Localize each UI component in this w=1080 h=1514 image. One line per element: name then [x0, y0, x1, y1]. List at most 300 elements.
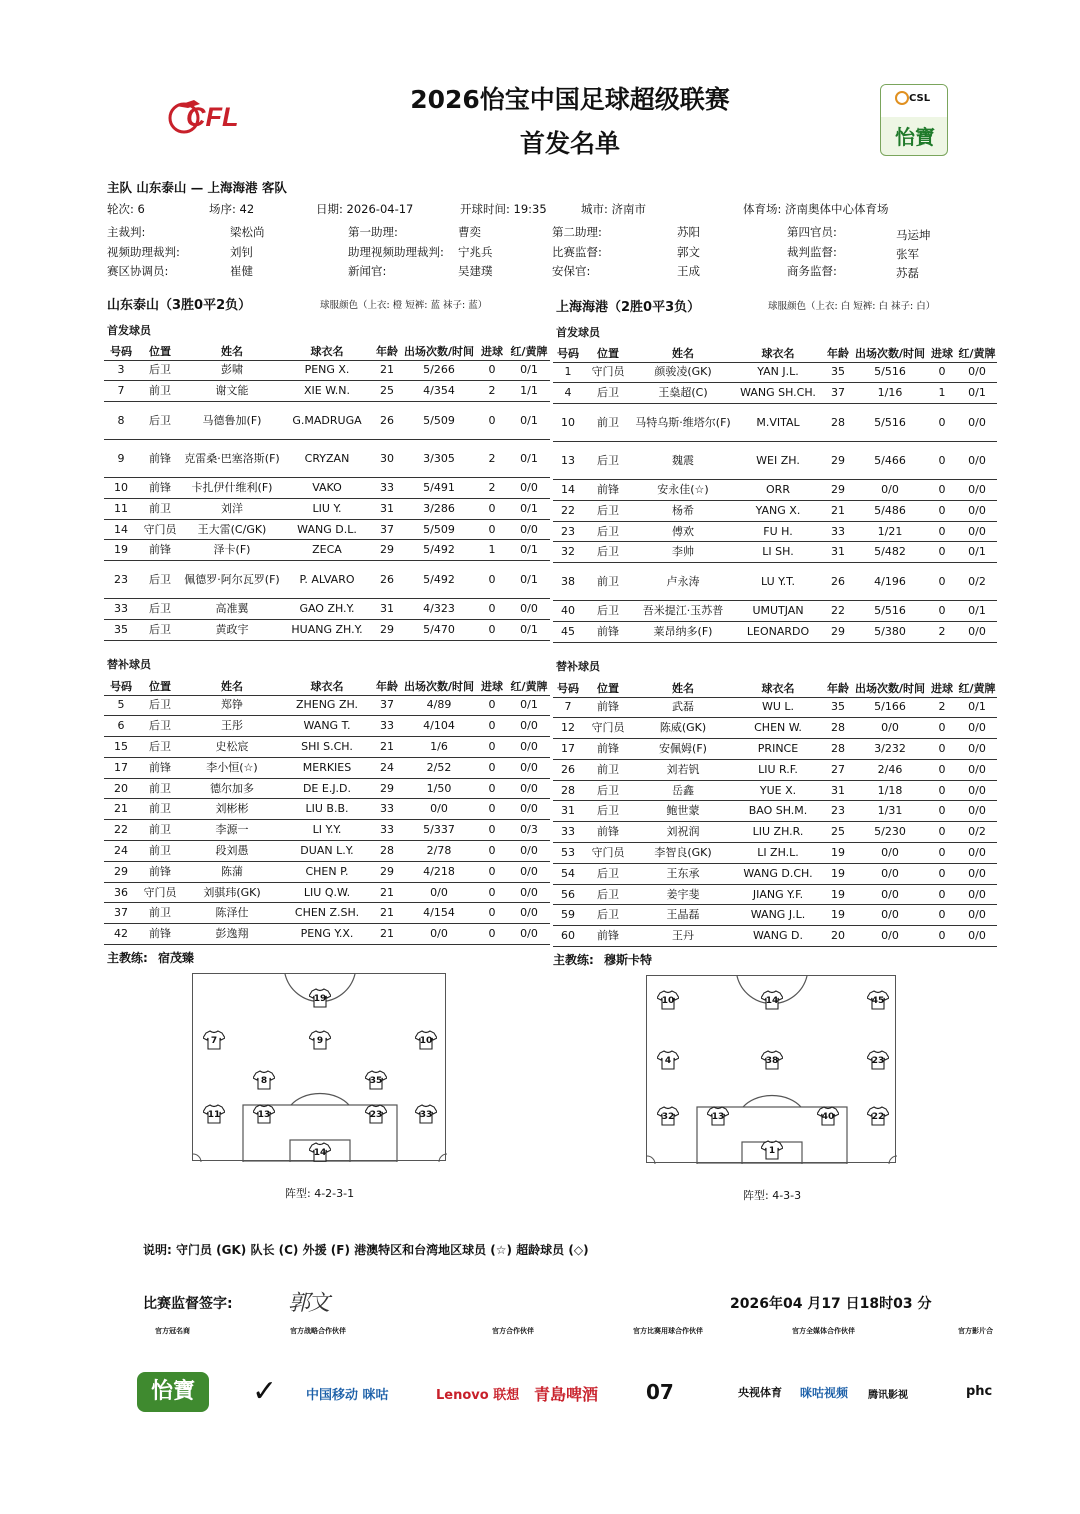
cell-cards: 0/0: [508, 599, 550, 620]
cell-cards: 0/0: [957, 843, 997, 864]
table-row: [104, 540, 550, 561]
cell-apps: 5/486: [853, 500, 927, 521]
cell-age: 33: [372, 716, 402, 737]
cell-position: 后卫: [583, 801, 633, 822]
cell-goals: 0: [927, 500, 957, 521]
cell-apps: 3/232: [853, 739, 927, 760]
cell-position: 后卫: [583, 442, 633, 480]
cell-apps: 5/491: [402, 478, 476, 499]
cell-cards: 0/1: [957, 542, 997, 563]
cell-number: 7: [553, 697, 583, 718]
official-name: 吴建璞: [458, 264, 493, 278]
cell-age: 21: [823, 500, 853, 521]
cell-name: 李小恒(☆): [182, 757, 282, 778]
cell-position: 守门员: [138, 882, 182, 903]
cell-apps: 5/166: [853, 697, 927, 718]
cell-name: 李帅: [633, 542, 733, 563]
cell-cards: 0/0: [957, 905, 997, 926]
cell-number: 59: [553, 905, 583, 926]
cell-apps: 5/482: [853, 542, 927, 563]
jersey-icon: [309, 1142, 331, 1162]
table-row: [104, 841, 550, 862]
cell-number: 24: [104, 841, 138, 862]
cell-position: 前卫: [138, 841, 182, 862]
cell-position: 后卫: [583, 500, 633, 521]
cell-number: 14: [104, 519, 138, 540]
csl-logo-main: 怡寶: [895, 125, 935, 149]
cell-shirt-name: VAKO: [282, 478, 372, 499]
cell-position: 后卫: [138, 402, 182, 440]
jersey-icon: [253, 1070, 275, 1090]
cell-name: 彭啸: [182, 360, 282, 381]
jersey-number: 4: [664, 1056, 672, 1066]
jersey-icon: [203, 1104, 225, 1124]
cell-position: 前锋: [583, 622, 633, 643]
col-position: 位置: [583, 345, 633, 362]
table-row: [104, 820, 550, 841]
away-kit-colors: 球服颜色（上衣: 白 短裤: 白 袜子: 白）: [768, 301, 936, 312]
cell-position: 前锋: [583, 822, 633, 843]
cell-name: 德尔加多: [182, 778, 282, 799]
cell-apps: 1/6: [402, 737, 476, 758]
cell-cards: 0/0: [508, 903, 550, 924]
page-subtitle: 首发名单: [519, 129, 620, 158]
cell-shirt-name: LIU Y.: [282, 498, 372, 519]
cell-number: 42: [104, 924, 138, 945]
official-role: 第二助理:: [552, 225, 602, 239]
cell-name: 刘洋: [182, 498, 282, 519]
cell-name: 莱昂纳多(F): [633, 622, 733, 643]
table-row: [104, 440, 550, 478]
table-row: [553, 404, 997, 442]
table-row: [553, 383, 997, 404]
cell-name: 安佩姆(F): [633, 739, 733, 760]
cell-shirt-name: WANG D.L.: [282, 519, 372, 540]
cell-apps: 5/266: [402, 360, 476, 381]
col-apps: 出场次数/时间: [402, 343, 476, 360]
venue: 体育场: 济南奥体中心体育场: [743, 202, 889, 216]
cell-goals: 0: [927, 563, 957, 601]
cell-number: 23: [553, 521, 583, 542]
table-row: [104, 924, 550, 945]
sponsor-title: 官方全媒体合作伙伴: [792, 1327, 855, 1335]
cell-goals: 2: [476, 478, 508, 499]
home-kit-colors: 球服颜色（上衣: 橙 短裤: 蓝 袜子: 蓝）: [320, 300, 488, 311]
cell-name: 魏震: [633, 442, 733, 480]
cell-apps: 4/323: [402, 599, 476, 620]
cell-goals: 0: [927, 780, 957, 801]
table-row: [104, 599, 550, 620]
cell-shirt-name: UMUTJAN: [733, 601, 823, 622]
cell-apps: 5/509: [402, 402, 476, 440]
cell-age: 28: [823, 718, 853, 739]
cell-shirt-name: WANG D.: [733, 926, 823, 947]
jersey-icon: [867, 1050, 889, 1070]
jersey-number: 22: [871, 1112, 885, 1122]
sponsor-title: 官方合作伙伴: [492, 1327, 534, 1335]
cell-cards: 0/1: [508, 540, 550, 561]
table-row: [104, 519, 550, 540]
cell-cards: 1/1: [508, 381, 550, 402]
cell-cards: 0/0: [508, 861, 550, 882]
col-position: 位置: [138, 343, 182, 360]
cell-goals: 0: [476, 903, 508, 924]
cell-number: 13: [553, 442, 583, 480]
cell-shirt-name: LI Y.Y.: [282, 820, 372, 841]
jersey-number: 14: [313, 1148, 327, 1158]
table-row: [104, 498, 550, 519]
csl-logo-top-text: CSL: [909, 93, 931, 104]
sponsor-title: 官方影片合: [958, 1327, 993, 1335]
cell-age: 33: [372, 478, 402, 499]
round: 轮次: 6: [107, 202, 145, 216]
official-role: 视频助理裁判:: [107, 245, 180, 259]
jersey-number: 11: [207, 1110, 221, 1120]
cell-name: 杨希: [633, 500, 733, 521]
cell-apps: 4/354: [402, 381, 476, 402]
cell-cards: 0/0: [957, 500, 997, 521]
cell-number: 35: [104, 620, 138, 641]
cell-apps: 1/50: [402, 778, 476, 799]
jersey-icon: [867, 990, 889, 1010]
jersey-icon: [707, 1106, 729, 1126]
cell-apps: 2/78: [402, 841, 476, 862]
cell-name: 鲍世蒙: [633, 801, 733, 822]
col-shirt-name: 球衣名: [733, 345, 823, 362]
cell-position: 后卫: [583, 780, 633, 801]
cell-goals: 0: [476, 498, 508, 519]
col-cards: 红/黄牌: [957, 680, 997, 697]
cell-number: 6: [104, 716, 138, 737]
col-shirt-name: 球衣名: [282, 343, 372, 360]
table-row: [553, 563, 997, 601]
col-number: 号码: [104, 343, 138, 360]
home-subs-label: 替补球员: [107, 658, 151, 671]
official-name: 苏阳: [677, 225, 700, 239]
cell-age: 22: [823, 601, 853, 622]
table-row: [104, 402, 550, 440]
table-row: [104, 882, 550, 903]
cell-age: 31: [823, 542, 853, 563]
cell-name: 马德鲁加(F): [182, 402, 282, 440]
cell-goals: 0: [476, 737, 508, 758]
cell-shirt-name: JIANG Y.F.: [733, 884, 823, 905]
cell-position: 后卫: [583, 601, 633, 622]
cell-name: 颜骏凌(GK): [633, 362, 733, 383]
cell-name: 高准翼: [182, 599, 282, 620]
cell-goals: 0: [927, 884, 957, 905]
cell-number: 31: [553, 801, 583, 822]
cell-number: 60: [553, 926, 583, 947]
cell-goals: 2: [476, 381, 508, 402]
cell-number: 9: [104, 440, 138, 478]
jersey-number: 1: [768, 1146, 776, 1156]
cell-position: 后卫: [138, 360, 182, 381]
cell-apps: 5/466: [853, 442, 927, 480]
col-number: 号码: [553, 680, 583, 697]
cell-shirt-name: WANG SH.CH.: [733, 383, 823, 404]
cell-goals: 0: [476, 799, 508, 820]
official-name: 苏磊: [896, 266, 919, 280]
date: 日期: 2026-04-17: [316, 202, 414, 216]
jersey-number: 38: [765, 1056, 779, 1066]
away-team-header: 上海海港（2胜0平3负）: [556, 300, 701, 315]
cell-apps: 0/0: [402, 882, 476, 903]
cell-name: 武磊: [633, 697, 733, 718]
cell-number: 4: [553, 383, 583, 404]
jersey-icon: [203, 1030, 225, 1050]
cell-shirt-name: MERKIES: [282, 757, 372, 778]
cell-name: 王丹: [633, 926, 733, 947]
cell-age: 21: [372, 924, 402, 945]
official-role: 第四官员:: [787, 225, 837, 239]
teams-line: 主队 山东泰山 — 上海海港 客队: [107, 180, 287, 195]
cell-age: 23: [823, 801, 853, 822]
cell-apps: 5/516: [853, 404, 927, 442]
cell-cards: 0/1: [508, 695, 550, 716]
cell-goals: 0: [927, 601, 957, 622]
cell-position: 前锋: [138, 757, 182, 778]
cell-apps: 3/286: [402, 498, 476, 519]
cell-number: 28: [553, 780, 583, 801]
cell-position: 前卫: [138, 498, 182, 519]
col-shirt-name: 球衣名: [282, 678, 372, 695]
official-role: 赛区协调员:: [107, 264, 169, 278]
table-row: [553, 622, 997, 643]
signature-label: 比赛监督签字:: [143, 1296, 233, 1312]
home-formation: 阵型: 4-2-3-1: [285, 1187, 355, 1200]
cell-cards: 0/3: [508, 820, 550, 841]
cell-age: 19: [823, 843, 853, 864]
jersey-icon: [365, 1104, 387, 1124]
col-name: 姓名: [182, 678, 282, 695]
official-role: 新闻官:: [348, 264, 387, 278]
cell-name: 李智良(GK): [633, 843, 733, 864]
cell-shirt-name: M.VITAL: [733, 404, 823, 442]
col-age: 年龄: [823, 680, 853, 697]
cell-shirt-name: YANG X.: [733, 500, 823, 521]
home-coach-label: 主教练:: [107, 951, 148, 965]
jersey-number: 23: [871, 1056, 885, 1066]
cell-position: 守门员: [583, 362, 633, 383]
cfl-logo: [166, 94, 240, 138]
away-coach-name: 穆斯卡特: [604, 953, 653, 967]
cell-name: 泽卡(F): [182, 540, 282, 561]
cell-number: 17: [553, 739, 583, 760]
table-row: [553, 759, 997, 780]
cell-apps: 5/516: [853, 601, 927, 622]
cell-apps: 2/52: [402, 757, 476, 778]
cell-goals: 0: [476, 695, 508, 716]
col-name: 姓名: [182, 343, 282, 360]
table-row: [104, 695, 550, 716]
cell-age: 28: [823, 739, 853, 760]
cell-shirt-name: CHEN P.: [282, 861, 372, 882]
cell-age: 28: [823, 404, 853, 442]
cell-position: 后卫: [138, 695, 182, 716]
cell-number: 40: [553, 601, 583, 622]
cell-shirt-name: PRINCE: [733, 739, 823, 760]
away-subs-body: [553, 697, 997, 947]
cell-name: 史松宸: [182, 737, 282, 758]
cell-name: 安永佳(☆): [633, 480, 733, 501]
cell-goals: 0: [927, 442, 957, 480]
cell-shirt-name: ZECA: [282, 540, 372, 561]
cell-number: 33: [553, 822, 583, 843]
cell-age: 31: [823, 780, 853, 801]
csl-logo-top: [881, 85, 948, 117]
cell-goals: 0: [927, 822, 957, 843]
col-cards: 红/黄牌: [508, 678, 550, 695]
cell-age: 37: [823, 383, 853, 404]
cell-position: 前锋: [138, 478, 182, 499]
official-name: 郭文: [677, 245, 700, 259]
cell-number: 19: [104, 540, 138, 561]
home-coach: [107, 949, 194, 966]
cell-shirt-name: CRYZAN: [282, 440, 372, 478]
cell-goals: 0: [476, 820, 508, 841]
cell-position: 前卫: [138, 799, 182, 820]
cell-age: 26: [372, 402, 402, 440]
cell-cards: 0/0: [957, 442, 997, 480]
away-starters-body: [553, 362, 997, 642]
cell-number: 26: [553, 759, 583, 780]
kickoff: 开球时间: 19:35: [460, 202, 547, 216]
cell-shirt-name: LIU ZH.R.: [733, 822, 823, 843]
table-row: [104, 778, 550, 799]
cell-goals: 0: [476, 924, 508, 945]
sponsor-logo-tencent: 腾讯影视: [868, 1390, 908, 1401]
table-row: [104, 620, 550, 641]
legend: 说明: 守门员 (GK) 队长 (C) 外援 (F) 港澳特区和台湾地区球员 (☆) 超龄球员 (◇): [143, 1243, 589, 1257]
cell-position: 前锋: [138, 540, 182, 561]
col-name: 姓名: [633, 345, 733, 362]
col-name: 姓名: [633, 680, 733, 697]
cell-number: 23: [104, 561, 138, 599]
cell-age: 25: [372, 381, 402, 402]
cell-goals: 2: [927, 697, 957, 718]
cell-apps: 0/0: [853, 718, 927, 739]
cell-number: 10: [553, 404, 583, 442]
cell-age: 19: [823, 863, 853, 884]
cell-shirt-name: ZHENG ZH.: [282, 695, 372, 716]
col-apps: 出场次数/时间: [402, 678, 476, 695]
col-number: 号码: [104, 678, 138, 695]
cell-age: 29: [823, 622, 853, 643]
jersey-icon: [761, 1050, 783, 1070]
cell-cards: 0/1: [957, 697, 997, 718]
cell-apps: 0/0: [853, 843, 927, 864]
cell-number: 14: [553, 480, 583, 501]
cell-goals: 0: [927, 718, 957, 739]
table-row: [553, 542, 997, 563]
cell-cards: 0/1: [508, 561, 550, 599]
cell-apps: 0/0: [853, 884, 927, 905]
jersey-number: 7: [210, 1036, 218, 1046]
cell-goals: 2: [476, 440, 508, 478]
table-row: [553, 601, 997, 622]
cell-shirt-name: CHEN W.: [733, 718, 823, 739]
jersey-number: 13: [711, 1112, 725, 1122]
cell-shirt-name: WEI ZH.: [733, 442, 823, 480]
cell-name: 姜宇斐: [633, 884, 733, 905]
table-row: [553, 863, 997, 884]
cell-cards: 0/1: [508, 402, 550, 440]
cell-position: 后卫: [138, 716, 182, 737]
page-title: 2026怡宝中国足球超级联赛: [410, 85, 730, 114]
cell-age: 19: [823, 905, 853, 926]
away-subs-table: [553, 680, 997, 947]
cell-age: 19: [823, 884, 853, 905]
cell-goals: 0: [476, 360, 508, 381]
cell-age: 24: [372, 757, 402, 778]
cell-apps: 4/154: [402, 903, 476, 924]
cell-position: 后卫: [583, 905, 633, 926]
home-subs-header-row: [104, 678, 550, 695]
cell-position: 后卫: [138, 737, 182, 758]
cell-cards: 0/0: [957, 362, 997, 383]
col-cards: 红/黄牌: [508, 343, 550, 360]
official-name: 刘钊: [230, 245, 253, 259]
cell-goals: 0: [476, 402, 508, 440]
cell-number: 11: [104, 498, 138, 519]
away-formation: 阵型: 4-3-3: [743, 1189, 802, 1202]
cell-goals: 0: [927, 362, 957, 383]
cell-cards: 0/0: [957, 718, 997, 739]
cell-number: 5: [104, 695, 138, 716]
cell-shirt-name: PENG X.: [282, 360, 372, 381]
jersey-icon: [253, 1104, 275, 1124]
table-row: [553, 843, 997, 864]
cell-goals: 0: [476, 861, 508, 882]
cell-apps: 0/0: [402, 924, 476, 945]
cell-number: 53: [553, 843, 583, 864]
cell-shirt-name: WANG T.: [282, 716, 372, 737]
cell-cards: 0/0: [508, 478, 550, 499]
official-name: 王成: [677, 264, 700, 278]
cell-cards: 0/0: [508, 716, 550, 737]
cell-apps: 0/0: [853, 905, 927, 926]
cell-goals: 0: [476, 778, 508, 799]
cell-position: 前卫: [138, 903, 182, 924]
away-coach: [553, 951, 652, 968]
cell-cards: 0/0: [508, 757, 550, 778]
cell-shirt-name: HUANG ZH.Y.: [282, 620, 372, 641]
official-role: 商务监督:: [787, 264, 837, 278]
table-row: [553, 801, 997, 822]
cell-name: 刘若钒: [633, 759, 733, 780]
table-row: [104, 799, 550, 820]
cell-number: 17: [104, 757, 138, 778]
cell-number: 29: [104, 861, 138, 882]
jersey-icon: [657, 1106, 679, 1126]
cell-goals: 0: [927, 542, 957, 563]
cell-shirt-name: G.MADRUGA: [282, 402, 372, 440]
sponsor-logo-phc: phc: [966, 1384, 993, 1399]
cell-cards: 0/0: [508, 778, 550, 799]
city: 城市: 济南市: [581, 202, 647, 216]
home-team-header: 山东泰山（3胜0平2负）: [107, 298, 252, 313]
cell-apps: 3/305: [402, 440, 476, 478]
cell-shirt-name: FU H.: [733, 521, 823, 542]
cell-name: 佩德罗·阿尔瓦罗(F): [182, 561, 282, 599]
home-subs-body: [104, 695, 550, 945]
official-role: 助理视频助理裁判:: [348, 245, 444, 259]
table-row: [553, 884, 997, 905]
cell-name: 马特乌斯·维塔尔(F): [633, 404, 733, 442]
cell-goals: 0: [476, 599, 508, 620]
sponsor-title: 官方冠名商: [155, 1327, 190, 1335]
